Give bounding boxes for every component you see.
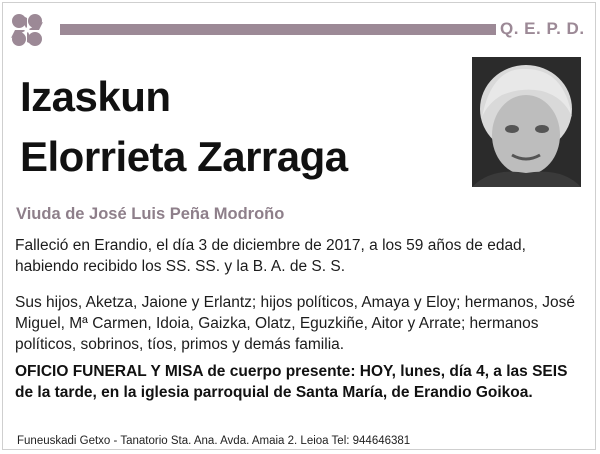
funeral-paragraph: OFICIO FUNERAL Y MISA de cuerpo presente: HOY, lunes, día 4, a las SEIS de la tarde, en la iglesia parroquial de Santa María, de Erandio Goikoa. [15,363,568,401]
family-paragraph: Sus hijos, Aketza, Jaione y Erlantz; hijos políticos, Amaya y Eloy; hermanos, José Miguel, Mª Carmen, Idoia, Gaizka, Olatz, Eguzkiñe, Aitor y Arrate; hermanos políticos, sobrinos, tíos, primos y demás familia. [15,294,575,353]
death-notice-paragraph: Falleció en Erandio, el día 3 de diciembre de 2017, a los 59 años de edad, habiendo recibido los SS. SS. y la B. A. de S. S. [15,237,526,275]
deceased-surnames: Elorrieta Zarraga [20,133,348,180]
lauburu-icon [3,8,51,56]
deceased-first-name: Izaskun [20,73,171,120]
deceased-photo [472,57,581,187]
funeral-home-footer: Funeuskadi Getxo - Tanatorio Sta. Ana. Avda. Amaia 2. Leioa Tel: 944646381 [17,435,411,447]
qepd-label: Q. E. P. D. [500,19,585,38]
header-bar [60,24,496,35]
widow-of-line: Viuda de José Luis Peña Modroño [16,205,285,223]
portrait-image [472,57,581,187]
